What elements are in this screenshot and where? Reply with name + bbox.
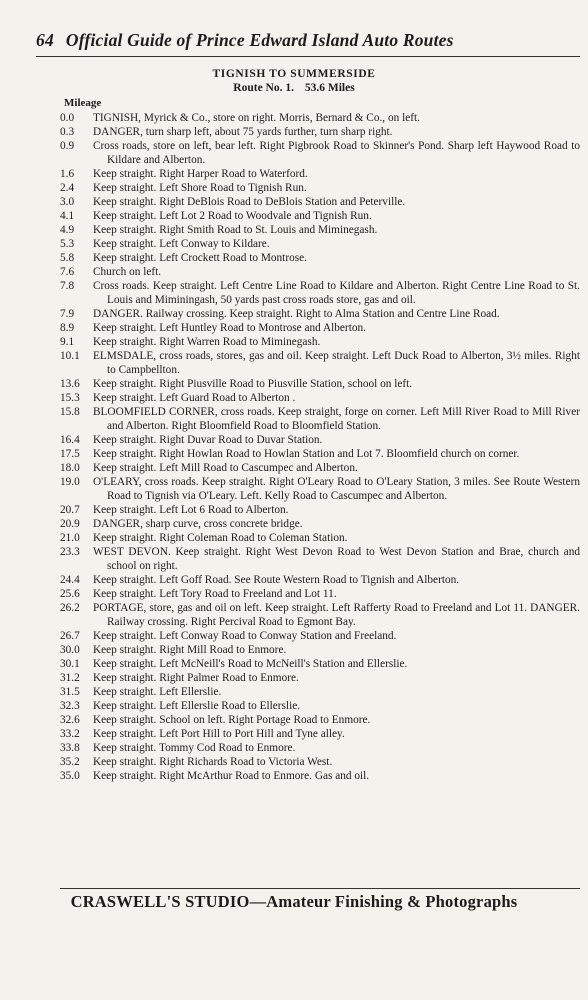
entry-directions: PORTAGE, store, gas and oil on left. Keep straight. Left Rafferty Road to Freeland and Lot 11. DANGER. Railway crossing. Right Percival Road to Egmont Bay. — [93, 602, 580, 628]
route-entry — [60, 307, 580, 321]
entry-directions: Keep straight. Right Palmer Road to Enmore. — [93, 672, 299, 684]
entry-mileage: 7.9 — [60, 308, 75, 320]
entry-directions: Keep straight. Left Ellerslie Road to Ellerslie. — [93, 700, 301, 712]
mileage-column-header: Mileage — [64, 97, 102, 109]
entry-directions: Cross roads. Keep straight. Left Centre Line Road to Kildare and Alberton. Right Centre Line Road to St. Louis and Miminingash, 50 yards past cross roads store, gas and oil. — [93, 280, 580, 306]
entry-mileage: 17.5 — [60, 448, 80, 460]
route-entry — [60, 209, 580, 223]
entry-mileage: 31.5 — [60, 686, 80, 698]
entry-directions: Keep straight. Right DeBlois Road to DeBlois Station and Peterville. — [93, 196, 406, 208]
entry-directions: Keep straight. Left Tory Road to Freeland and Lot 11. — [93, 588, 337, 600]
entry-mileage: 31.2 — [60, 672, 80, 684]
entry-mileage: 0.9 — [60, 140, 75, 152]
entry-directions: Keep straight. Right Warren Road to Miminegash. — [93, 336, 321, 348]
entry-directions: Keep straight. Right Smith Road to St. Louis and Miminegash. — [93, 224, 378, 236]
entry-directions: Keep straight. Left Ellerslie. — [93, 686, 222, 698]
entry-mileage: 21.0 — [60, 532, 80, 544]
route-entry — [60, 391, 580, 405]
entry-directions: Keep straight. Right Harper Road to Waterford. — [93, 168, 308, 180]
entry-directions: Keep straight. Right Howlan Road to Howlan Station and Lot 7. Bloomfield church on corner. — [93, 448, 520, 460]
route-entry — [60, 685, 580, 699]
running-header — [36, 30, 556, 51]
guide-title: Official Guide of Prince Edward Island Auto Routes — [65, 30, 454, 50]
route-entry — [60, 167, 580, 181]
route-entry — [60, 545, 580, 573]
entry-mileage: 4.9 — [60, 224, 75, 236]
entry-directions: Keep straight. Left Shore Road to Tignish Run. — [93, 182, 307, 194]
entry-directions: Keep straight. Left McNeill's Road to McNeill's Station and Ellerslie. — [93, 658, 408, 670]
entry-directions: Keep straight. Right Mill Road to Enmore. — [93, 644, 287, 656]
entry-directions: WEST DEVON. Keep straight. Right West Devon Road to West Devon Station and Brae, church and school on right. — [93, 546, 580, 572]
route-entry — [60, 321, 580, 335]
route-entry — [60, 237, 580, 251]
entry-mileage: 32.6 — [60, 714, 80, 726]
entry-mileage: 20.9 — [60, 518, 80, 530]
route-entry — [60, 769, 580, 783]
route-entry — [60, 531, 580, 545]
entry-mileage: 33.8 — [60, 742, 80, 754]
entry-mileage: 10.1 — [60, 350, 80, 362]
entry-directions: Keep straight. Right Coleman Road to Coleman Station. — [93, 532, 348, 544]
route-entry — [60, 251, 580, 265]
entry-mileage: 16.4 — [60, 434, 80, 446]
entry-directions: Keep straight. School on left. Right Portage Road to Enmore. — [93, 714, 371, 726]
route-entry — [60, 741, 580, 755]
route-entry — [60, 181, 580, 195]
entry-directions: Keep straight. Left Conway to Kildare. — [93, 238, 270, 250]
header-rule — [36, 56, 580, 57]
footer-advertisement: CRASWELL'S STUDIO—Amateur Finishing & Photographs — [70, 892, 518, 911]
route-entry — [60, 755, 580, 769]
entry-mileage: 20.7 — [60, 504, 80, 516]
route-entry — [60, 223, 580, 237]
entry-mileage: 8.9 — [60, 322, 75, 334]
entry-mileage: 0.0 — [60, 112, 75, 124]
route-entry — [60, 601, 580, 629]
entry-directions: Church on left. — [93, 266, 162, 278]
route-entry — [60, 195, 580, 209]
entry-directions: Keep straight. Left Port Hill to Port Hill and Tyne alley. — [93, 728, 345, 740]
entry-mileage: 30.0 — [60, 644, 80, 656]
route-entry — [60, 405, 580, 433]
entry-mileage: 24.4 — [60, 574, 80, 586]
entry-mileage: 35.2 — [60, 756, 80, 768]
route-entry — [60, 727, 580, 741]
entry-mileage: 35.0 — [60, 770, 80, 782]
entry-directions: Keep straight. Right Richards Road to Victoria West. — [93, 756, 333, 768]
route-entry — [60, 671, 580, 685]
footer-rule — [60, 888, 580, 889]
entry-mileage: 4.1 — [60, 210, 75, 222]
route-entry — [60, 125, 580, 139]
entry-mileage: 23.3 — [60, 546, 80, 558]
route-entry — [60, 517, 580, 531]
route-entry — [60, 461, 580, 475]
route-entry — [60, 433, 580, 447]
route-entry — [60, 139, 580, 167]
entry-directions: Cross roads, store on left, bear left. Right Pigbrook Road to Skinner's Pond. Sharp left Haywood Road to Kildare and Alberton. — [93, 140, 580, 166]
entry-mileage: 2.4 — [60, 182, 75, 194]
entry-mileage: 32.3 — [60, 700, 80, 712]
entry-mileage: 1.6 — [60, 168, 75, 180]
entry-mileage: 7.8 — [60, 280, 75, 292]
entry-directions: Keep straight. Left Lot 2 Road to Woodvale and Tignish Run. — [93, 210, 372, 222]
entry-mileage: 7.6 — [60, 266, 75, 278]
entry-mileage: 25.6 — [60, 588, 80, 600]
route-entry — [60, 629, 580, 643]
entry-directions: Keep straight. Right Duvar Road to Duvar Station. — [93, 434, 323, 446]
entry-directions: DANGER, sharp curve, cross concrete bridge. — [93, 518, 303, 530]
entry-directions: Keep straight. Right McArthur Road to Enmore. Gas and oil. — [93, 770, 370, 782]
entry-directions: Keep straight. Left Lot 6 Road to Alberton. — [93, 504, 289, 516]
route-entry — [60, 349, 580, 377]
entry-mileage: 15.3 — [60, 392, 80, 404]
entry-mileage: 30.1 — [60, 658, 80, 670]
entry-directions: Keep straight. Tommy Cod Road to Enmore. — [93, 742, 296, 754]
entry-mileage: 18.0 — [60, 462, 80, 474]
route-entry — [60, 503, 580, 517]
route-entry — [60, 279, 580, 307]
entry-mileage: 19.0 — [60, 476, 80, 488]
entry-mileage: 13.6 — [60, 378, 80, 390]
route-title: TIGNISH TO SUMMERSIDE — [212, 68, 376, 80]
route-entry — [60, 573, 580, 587]
entry-directions: BLOOMFIELD CORNER, cross roads. Keep straight, forge on corner. Left Mill River Road to Mill River and Alberton. Right Bloomfield Road to Bloomfield Station. — [93, 406, 580, 432]
route-entry — [60, 699, 580, 713]
route-entry — [60, 587, 580, 601]
route-entries — [60, 111, 580, 783]
entry-directions: DANGER. Railway crossing. Keep straight. Right to Alma Station and Centre Line Road. — [93, 308, 500, 320]
entry-mileage: 26.7 — [60, 630, 80, 642]
entry-directions: TIGNISH, Myrick & Co., store on right. Morris, Bernard & Co., on left. — [93, 112, 420, 124]
entry-directions: Keep straight. Left Mill Road to Cascumpec and Alberton. — [93, 462, 358, 474]
entry-directions: Keep straight. Left Guard Road to Alberton . — [93, 392, 296, 404]
route-subtitle — [0, 82, 588, 94]
entry-directions: Keep straight. Left Huntley Road to Montrose and Alberton. — [93, 322, 366, 334]
entry-mileage: 26.2 — [60, 602, 80, 614]
route-entry — [60, 265, 580, 279]
route-entry — [60, 111, 580, 125]
route-entry — [60, 335, 580, 349]
entry-mileage: 5.3 — [60, 238, 75, 250]
entry-mileage: 5.8 — [60, 252, 75, 264]
route-entry — [60, 643, 580, 657]
route-entry — [60, 377, 580, 391]
route-entry — [60, 475, 580, 503]
entry-directions: Keep straight. Right Piusville Road to Piusville Station, school on left. — [93, 378, 413, 390]
entry-mileage: 33.2 — [60, 728, 80, 740]
entry-directions: Keep straight. Left Conway Road to Conway Station and Freeland. — [93, 630, 397, 642]
route-miles: 53.6 Miles — [304, 82, 355, 94]
entry-directions: O'LEARY, cross roads. Keep straight. Right O'Leary Road to O'Leary Station, 3 miles. See Route Western Road to Tignish via O'Leary. Left. Kelly Road to Cascumpec and Alberton. — [93, 476, 580, 502]
entry-directions: Keep straight. Left Goff Road. See Route Western Road to Tignish and Alberton. — [93, 574, 460, 586]
entry-directions: Keep straight. Left Crockett Road to Montrose. — [93, 252, 307, 264]
route-number: Route No. 1. — [233, 82, 294, 94]
entry-mileage: 3.0 — [60, 196, 75, 208]
page-number: 64 — [36, 30, 54, 50]
entry-mileage: 0.3 — [60, 126, 75, 138]
entry-mileage: 9.1 — [60, 336, 75, 348]
route-entry — [60, 657, 580, 671]
entry-directions: ELMSDALE, cross roads, stores, gas and oil. Keep straight. Left Duck Road to Alberton, 3½ miles. Right to Campbellton. — [93, 350, 580, 376]
route-entry — [60, 713, 580, 727]
route-entry — [60, 447, 580, 461]
entry-directions: DANGER, turn sharp left, about 75 yards further, turn sharp right. — [93, 126, 393, 138]
entry-mileage: 15.8 — [60, 406, 80, 418]
